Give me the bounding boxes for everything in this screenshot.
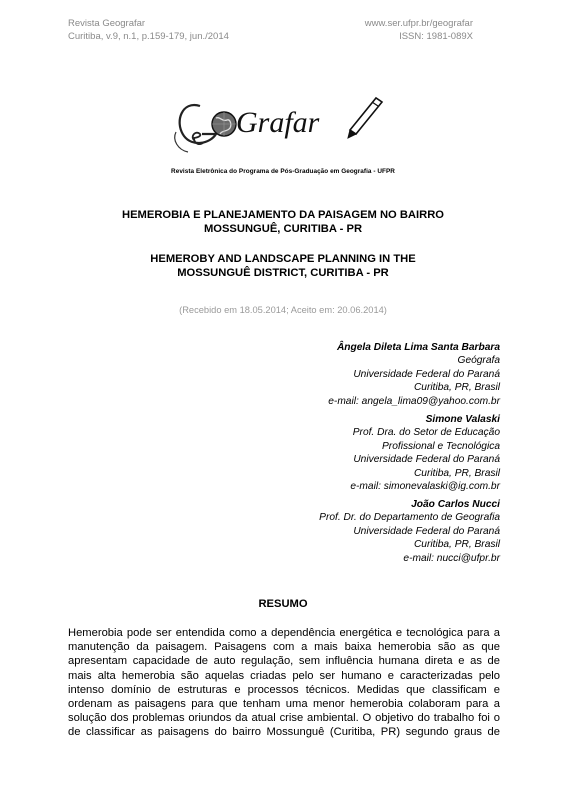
- abstract-line: solução dos problemas oriundos da atual crise ambiental. O objetivo do trabalho foi o: [68, 712, 500, 725]
- author-block: [319, 498, 500, 565]
- author-block: [350, 413, 500, 493]
- author-detail: Prof. Dra. do Setor de Educação: [352, 427, 500, 439]
- abstract-line: de classificar as paisagens do bairro Mossunguê (Curitiba, PR) segundo graus de: [68, 726, 500, 739]
- author-name: João Carlos Nucci: [411, 499, 500, 510]
- author-detail: Universidade Federal do Paraná: [353, 368, 500, 380]
- author-block: [328, 341, 500, 408]
- article-title-english: [0, 252, 566, 280]
- geografar-logo: [172, 92, 392, 162]
- abstract-heading: RESUMO: [258, 598, 308, 610]
- abstract-line: intenso domínio de estruturas e processos técnicos. Medidas que classificam e: [68, 683, 500, 696]
- author-detail: Curitiba, PR, Brasil: [413, 382, 500, 394]
- abstract-line: manutenção da paisagem. Paisagens com a mais baixa hemerobia são as que: [68, 641, 500, 654]
- title-en-line: HEMEROBY AND LANDSCAPE PLANNING IN THE: [150, 253, 416, 265]
- author-detail: Universidade Federal do Paraná: [353, 454, 500, 466]
- author-email[interactable]: e-mail: angela_lima09@yahoo.com.br: [328, 395, 500, 407]
- journal-issn: ISSN: 1981-089X: [399, 30, 473, 42]
- author-detail: Curitiba, PR, Brasil: [413, 467, 500, 479]
- abstract-line: mais alta hemerobia são aquelas criadas pelo ser humano e caracterizadas pelo: [68, 669, 500, 682]
- author-email[interactable]: e-mail: nucci@ufpr.br: [403, 552, 500, 564]
- article-title-portuguese: [0, 208, 566, 236]
- author-email[interactable]: e-mail: simonevalaski@ig.com.br: [350, 481, 500, 493]
- author-name: Simone Valaski: [425, 414, 500, 425]
- author-detail: Curitiba, PR, Brasil: [413, 539, 500, 551]
- abstract-line: Hemerobia pode ser entendida como a dependência energética e tecnológica para a: [68, 627, 500, 639]
- abstract-body: [68, 626, 500, 740]
- svg-text:Grafar: Grafar: [236, 106, 320, 139]
- abstract-line: ordenam as paisagens para que tenham uma menor hemerobia colaboram para a: [68, 697, 500, 710]
- title-pt-line: MOSSUNGUÊ, CURITIBA - PR: [203, 223, 363, 235]
- logo-subtitle: Revista Eletrônica do Programa de Pós-Graduação em Geografia - UFPR: [171, 168, 395, 175]
- running-header-left: [68, 18, 229, 43]
- author-detail: Prof. Dr. do Departamento de Geografia: [319, 512, 500, 524]
- submission-dates: (Recebido em 18.05.2014; Aceito em: 20.06.2014): [179, 305, 387, 315]
- author-detail: Profissional e Tecnológica: [382, 440, 500, 452]
- journal-citation: Curitiba, v.9, n.1, p.159-179, jun./2014: [68, 30, 229, 42]
- running-header-right: [365, 18, 473, 43]
- journal-name: Revista Geografar: [68, 18, 146, 29]
- title-pt-line: HEMEROBIA E PLANEJAMENTO DA PAISAGEM NO BAIRRO: [122, 209, 444, 221]
- abstract-line: apresentam capacidade de auto regulação, sem influência humana direta e as de: [68, 655, 500, 668]
- author-name: Ângela Dileta Lima Santa Barbara: [336, 342, 500, 353]
- author-detail: Universidade Federal do Paraná: [353, 525, 500, 537]
- author-detail: Geógrafa: [457, 355, 500, 367]
- journal-url[interactable]: www.ser.ufpr.br/geografar: [364, 18, 473, 29]
- title-en-line: MOSSUNGUÊ DISTRICT, CURITIBA - PR: [177, 267, 389, 279]
